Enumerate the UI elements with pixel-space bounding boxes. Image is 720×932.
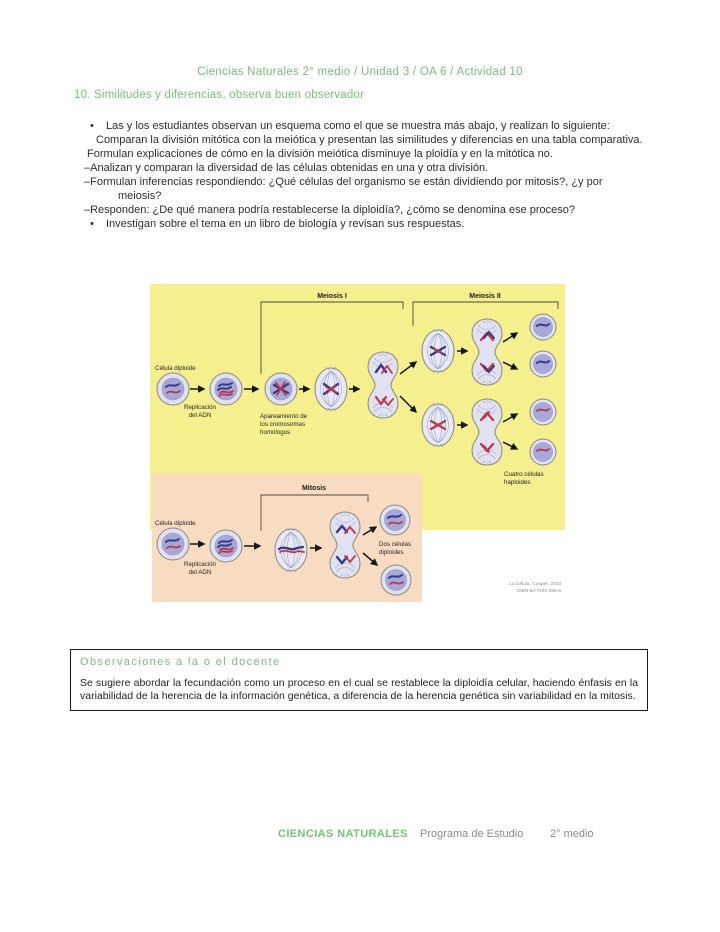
apareamiento-label-l1: Apareamiento de xyxy=(260,413,308,420)
cell-division-diagram xyxy=(150,284,570,606)
mitosis-label: Mitosis xyxy=(301,485,327,492)
list-subitem: Formulan explicaciones de cómo en la división meiótica disminuye la ploidía y en la mitótica no. xyxy=(87,148,553,160)
teacher-note-box xyxy=(70,649,648,711)
homolog-pairing-cell xyxy=(265,373,297,405)
mitosis-diploid-cell xyxy=(157,528,189,560)
mitosis-metaphase-cell xyxy=(275,528,307,573)
teacher-note-body: Se sugiere abordar la fecundación como un proceso en el cual se restablece la diploidía celular, haciendo énfasis en la variabilidad de la herencia de la información genética, a diferencia de la herencia genética sin variabilidad en la mitosis. xyxy=(80,677,638,702)
apareamiento-label-l2: los cromosomas xyxy=(260,421,306,428)
instructions-block xyxy=(70,119,648,231)
diploid-cell xyxy=(157,373,189,405)
celula-diploide-label: Célula diploide xyxy=(155,365,196,372)
daughter-cell-2 xyxy=(381,565,411,595)
breadcrumb: Ciencias Naturales 2° medio / Unidad 3 / OA 6 / Actividad 10 xyxy=(197,66,523,78)
replicacion-label-l1: Replicación xyxy=(184,404,216,411)
list-subitem: –Formulan inferencias respondiendo: ¿Qué células del organismo se están dividiendo por mitosis?, ¿y por meiosis? xyxy=(84,176,603,202)
replicacion-label-l2: del ADN xyxy=(188,412,212,419)
page-title: 10. Similitudes y diferencias, observa buen observador xyxy=(74,89,365,101)
footer-program: Programa de Estudio xyxy=(420,828,524,840)
dos-celulas-label-l1: Dos células xyxy=(379,541,411,548)
metaphase-2-cell-top xyxy=(422,329,454,374)
mitosis-replicated-cell xyxy=(210,530,242,562)
cuatro-celulas-label-l2: haploides xyxy=(504,479,531,486)
haploid-cell-3 xyxy=(530,399,556,425)
haploid-cell-2 xyxy=(530,351,556,377)
daughter-cell-1 xyxy=(380,505,410,535)
metaphase-2-cell-bottom xyxy=(422,403,454,448)
replicated-cell xyxy=(210,373,242,405)
list-item: • Las y los estudiantes observan un esquema como el que se muestra más abajo, y realizan lo siguiente: xyxy=(70,119,648,133)
meiosis-2-label: Meiosis II xyxy=(469,293,501,300)
list-subitem: –Responden: ¿De qué manera podría restablecerse la diploidía?, ¿cómo se denomina ese proceso? xyxy=(84,204,576,216)
footer-grade: 2° medio xyxy=(550,828,594,840)
mitosis-replicacion-label-l1: Replicación xyxy=(184,561,216,568)
page-footer xyxy=(0,828,720,844)
cuatro-celulas-label-l1: Cuatro células xyxy=(504,471,544,478)
meiosis-1-label: Meiosis I xyxy=(317,293,347,300)
list-subitem: –Analizan y comparan la diversidad de las células obtenidas en una y otra división. xyxy=(84,162,489,174)
list-subitem: Comparan la división mitótica con la meiótica y presentan las similitudes y diferencias en una tabla comparativa. xyxy=(96,134,643,146)
haploid-cell-4 xyxy=(530,439,556,465)
mitosis-celula-diploide-label: Célula diploide xyxy=(155,520,196,527)
footer-brand: CIENCIAS NATURALES xyxy=(278,828,408,840)
metaphase-1-cell xyxy=(315,367,347,412)
list-item: • Investigan sobre el tema en un libro de biología y revisan sus respuestas. xyxy=(70,217,648,231)
dos-celulas-label-l2: diploides xyxy=(379,549,404,556)
haploid-cell-1 xyxy=(530,314,556,340)
mitosis-replicacion-label-l2: del ADN xyxy=(188,569,212,576)
image-credit-l2: ISBN 84-7101-356-8 xyxy=(517,589,561,594)
teacher-note-title: Observaciones a la o el docente xyxy=(80,656,281,668)
apareamiento-label-l3: homólogos xyxy=(260,429,291,436)
image-credit-l1: La Célula, Cooper, 2010 xyxy=(509,582,561,587)
